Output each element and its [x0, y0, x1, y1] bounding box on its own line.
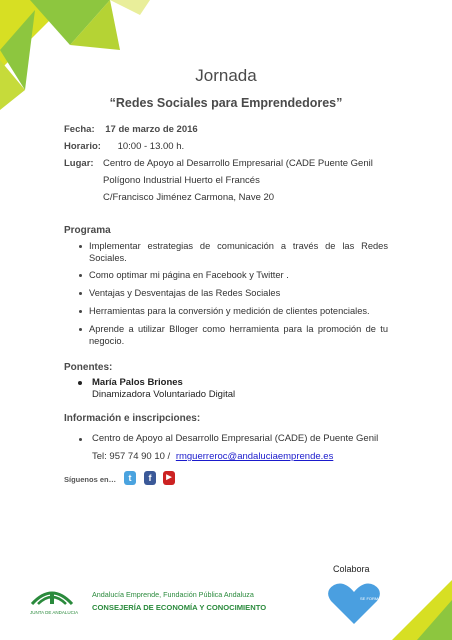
programa-item: Implementar estrategias de comunicación a través de las Redes Sociales. — [89, 241, 388, 263]
programa-item: Herramientas para la conversión y medición de clientes potenciales. — [89, 306, 370, 316]
fecha-row — [64, 124, 198, 135]
programa-title: Programa — [64, 225, 111, 236]
horario-value: 10:00 - 13.00 h. — [117, 141, 185, 152]
info-email-link[interactable]: rmguerreroc@andaluciaemprende.es — [175, 451, 334, 462]
info-tel: Tel: 957 74 90 10 / — [92, 451, 171, 462]
bullet-dot — [79, 438, 82, 441]
info-item: Centro de Apoyo al Desarrollo Empresarial (CADE) de Puente Genil — [92, 433, 379, 444]
youtube-icon[interactable]: ▶ — [163, 471, 175, 485]
twitter-icon[interactable]: t — [124, 471, 136, 485]
fecha-value: 17 de marzo de 2016 — [105, 124, 198, 135]
ponentes-title: Ponentes: — [64, 362, 113, 373]
lugar-row — [64, 158, 94, 169]
lugar-line-3: C/Francisco Jiménez Carmona, Nave 20 — [103, 192, 275, 203]
footer-line-2: CONSEJERÍA DE ECONOMÍA Y CONOCIMIENTO — [92, 603, 267, 612]
page-title: Jornada — [195, 66, 257, 85]
junta-andalucia-logo-icon — [28, 582, 76, 608]
colabora-label: Colabora — [333, 564, 370, 574]
bullet-dot — [79, 328, 82, 331]
junta-label: JUNTA DE ANDALUCIA — [30, 610, 79, 615]
bottom-right-decoration — [392, 580, 452, 640]
programa-item: Como optimar mi página en Facebook y Twitter . — [89, 270, 289, 280]
lugar-label: Lugar: — [64, 158, 94, 169]
heart-logo-icon — [326, 582, 382, 626]
horario-row — [64, 141, 184, 152]
social-label: Síguenos en… — [64, 475, 117, 484]
heart-logo-text: SE FORMA — [360, 596, 381, 601]
lugar-line-2: Polígono Industrial Huerto el Francés — [103, 175, 260, 186]
info-title: Información e inscripciones: — [64, 413, 201, 424]
page-subtitle: “Redes Sociales para Emprendedores” — [109, 96, 343, 110]
bullet-dot — [79, 292, 82, 295]
bullet-dot — [78, 381, 82, 385]
bullet-dot — [79, 245, 82, 248]
programa-item: Aprende a utilizar Blloger como herramienta para la promoción de tu negocio. — [89, 324, 388, 346]
horario-label: Horario: — [64, 141, 101, 152]
ponente-name: María Palos Briones — [92, 377, 183, 388]
fecha-label: Fecha: — [64, 124, 95, 135]
programa-item: Ventajas y Desventajas de las Redes Sociales — [89, 288, 281, 298]
facebook-icon[interactable]: f — [144, 471, 156, 485]
bullet-dot — [79, 310, 82, 313]
bullet-dot — [79, 274, 82, 277]
lugar-line-1: Centro de Apoyo al Desarrollo Empresarial (CADE Puente Genil — [103, 158, 373, 169]
ponente-role: Dinamizadora Voluntariado Digital — [92, 389, 236, 400]
info-contact — [92, 451, 333, 462]
footer-line-1: Andalucía Emprende, Fundación Pública Andaluza — [92, 590, 254, 599]
